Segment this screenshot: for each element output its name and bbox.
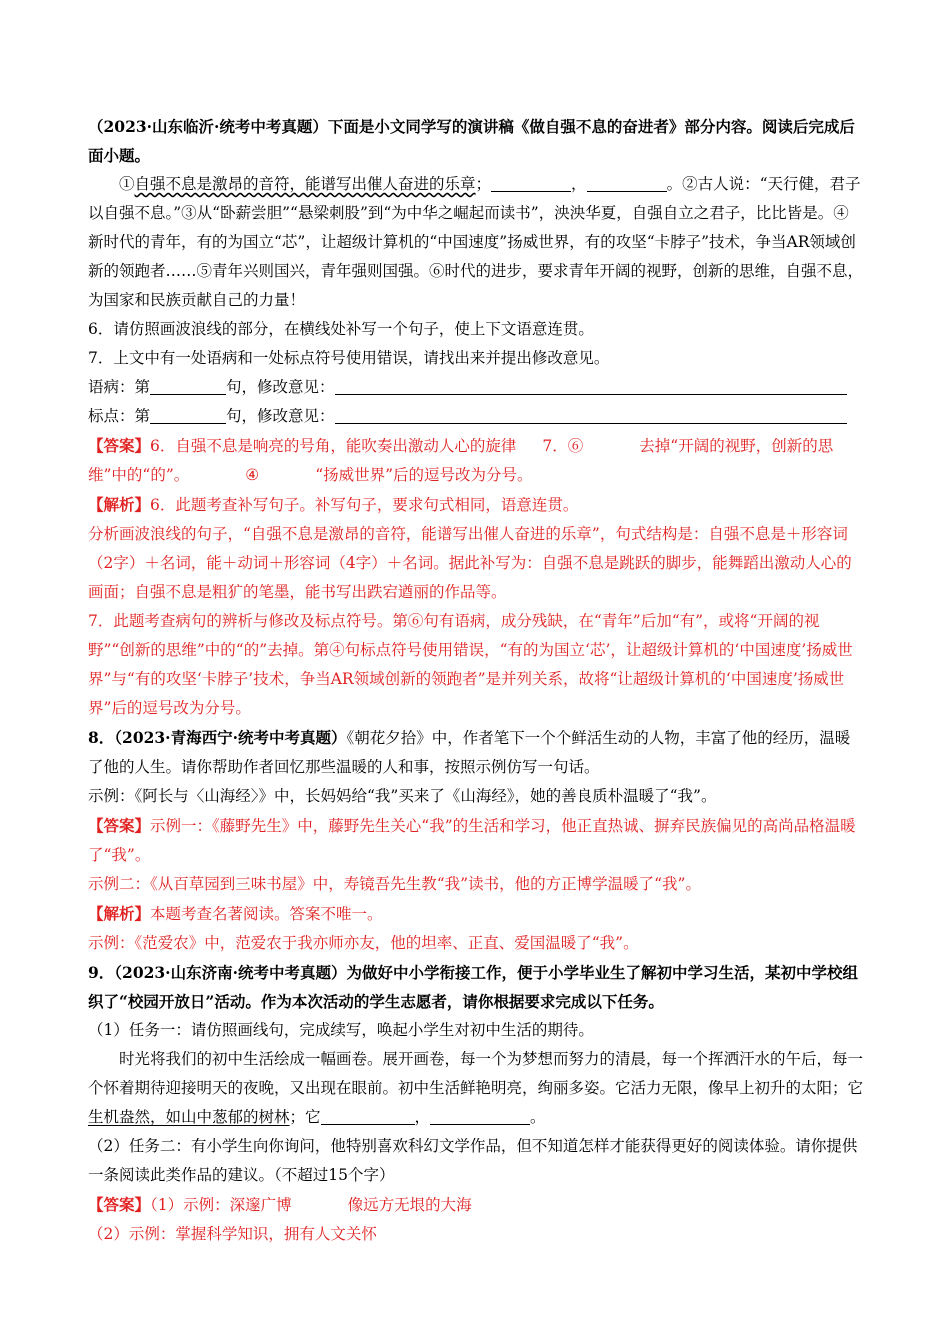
sentence-number-blank[interactable]: [150, 376, 226, 395]
fill-line-grammar: 语病：第 句，修改意见：: [88, 373, 864, 402]
answer-tag: 【答案】: [88, 816, 151, 835]
q8-source: （2023·青海西宁·统考中考真题）: [114, 728, 347, 747]
q1-analysis-2: 分析画波浪线的句子，“自强不息是激昂的音符，能谱写出催人奋进的乐章”，句式结构是：自强不息是＋形容词（2字）＋名词，能＋动词＋形容词（4字）＋名词。据此补写为：自强不息是跳跃的脚步，能舞蹈出激动人心的画面；自强不息是粗犷的笔墨，能书写出跌宕遒丽的作品等。: [88, 525, 852, 601]
q1-analysis-3: 7．此题考查病句的辨析与修改及标点符号。第⑥句有语病，成分残缺，在“青年”后加“有”，或将“开阔的视野”“创新的思维”中的“的”去掉。第④句标点符号使用错误，“有的为国立‘芯’，让超级计算机的‘中国速度’扬威世界”与“有的攻坚‘卡脖子’技术，争当AR领域创新的领跑者”是并列关系，故将“让超级计算机的‘中国速度’扬威世界”后的逗号改为分号。: [88, 612, 853, 717]
analysis-tag: 【解析】: [88, 495, 151, 514]
sentence-number-blank[interactable]: [150, 405, 226, 424]
q6-prompt: 6．请仿照画波浪线的部分，在横线处补写一个句子，使上下文语意连贯。: [88, 320, 594, 338]
q1-passage: ①自强不息是激昂的音符，能谱写出催人奋进的乐章； ， 。②古人说：“天行健，君子以自强不息。”③从“卧薪尝胆”“悬梁刺股”到“为中华之崛起而读书”，泱泱华夏，自强自立之君子，比比皆是。④新时代的青年，有的为国立“芯”，让超级计算机的“中国速度”扬威世界，有的攻坚“卡脖子”技术，争当AR领域创新的领跑者……⑤青年兴则国兴，青年强则国强。⑥时代的进步，要求青年开阔的视野，创新的思维，自强不息，为国家和民族贡献自己的力量！: [88, 175, 864, 309]
exam-page: [88, 112, 864, 1249]
q8-analysis-1: 【解析】本题考查名著阅读。答案不唯一。: [88, 904, 383, 923]
answer-blank[interactable]: [491, 173, 571, 192]
q9-task2: （2）任务二：有小学生向你询问，他特别喜欢科幻文学作品，但不知道怎样才能获得更好的阅读体验。请你提供一条阅读此类作品的建议。（不超过15个字）: [88, 1137, 858, 1184]
answer-tag: 【答案】: [88, 1195, 151, 1214]
q1-answer: 【答案】6．自强不息是响亮的号角，能吹奏出激动人心的旋律 7．⑥ 去掉“开阔的视野，创新的思维”中的“的”。 ④ “扬威世界”后的逗号改为分号。: [88, 436, 834, 484]
revision-blank[interactable]: [335, 376, 847, 395]
q9-answer-2: （2）示例：掌握科学知识，拥有人文关怀: [88, 1225, 377, 1243]
q9-answer-1: 【答案】（1）示例：深邃广博 像远方无垠的大海: [88, 1195, 472, 1214]
q8-answer-1: 【答案】示例一：《藤野先生》中，藤野先生关心“我”的生活和学习，他正直热诚、摒弃民族偏见的高尚品格温暖了“我”。: [88, 816, 856, 864]
answer-blank[interactable]: [430, 1106, 530, 1125]
analysis-tag: 【解析】: [88, 904, 151, 923]
q8-example: 示例：《阿长与〈山海经〉》中，长妈妈给“我”买来了《山海经》，她的善良质朴温暖了“我”。: [88, 787, 717, 805]
q8-analysis-2: 示例：《范爱农》中，范爱农于我亦师亦友，他的坦率、正直、爱国温暖了“我”。: [88, 934, 639, 952]
fill-line-punct: 标点：第 句，修改意见：: [88, 402, 864, 431]
q8-prompt: 8．（2023·青海西宁·统考中考真题）《朝花夕拾》中，作者笔下一个个鲜活生动的人物，丰富了他的经历，温暖了他的人生。请你帮助作者回忆那些温暖的人和事，按照示例仿写一句话。: [88, 728, 851, 776]
q9-passage: 时光将我们的初中生活绘成一幅画卷。展开画卷，每一个为梦想而努力的清晨，每一个挥洒汗水的午后，每一个怀着期待迎接明天的夜晚，又出现在眼前。初中生活鲜艳明亮，绚丽多姿。它活力无限，像早上初升的太阳；它生机盎然，如山中葱郁的树林；它 ， 。: [88, 1050, 864, 1126]
revision-blank[interactable]: [335, 405, 847, 424]
q7-prompt: 7．上文中有一处语病和一处标点符号使用错误，请找出来并提出修改意见。: [88, 349, 610, 367]
q9-task1: （1）任务一：请仿照画线句，完成续写，唤起小学生对初中生活的期待。: [88, 1021, 594, 1039]
answer-blank[interactable]: [321, 1106, 415, 1125]
q1-analysis-1: 【解析】6．此题考查补写句子。补写句子，要求句式相同，语意连贯。: [88, 495, 579, 514]
q9-header: 9．（2023·山东济南·统考中考真题）为做好中小学衔接工作，便于小学毕业生了解初中学习生活，某初中学校组织了“校园开放日”活动。作为本次活动的学生志愿者，请你根据要求完成以下任务。: [88, 963, 858, 1011]
q1-header: （2023·山东临沂·统考中考真题）下面是小文同学写的演讲稿《做自强不息的奋进者》部分内容。阅读后完成后面小题。: [88, 117, 855, 165]
wavy-sentence: 自强不息是激昂的音符，能谱写出催人奋进的乐章: [134, 175, 476, 193]
sentence-number: ①: [119, 175, 135, 193]
q8-answer-2: 示例二：《从百草园到三味书屋》中，寿镜吾先生教“我”读书，他的方正博学温暖了“我”。: [88, 875, 701, 893]
answer-blank[interactable]: [587, 173, 667, 192]
answer-tag: 【答案】: [88, 436, 151, 455]
underlined-sentence: 生机盎然，如山中葱郁的树林: [88, 1108, 290, 1126]
